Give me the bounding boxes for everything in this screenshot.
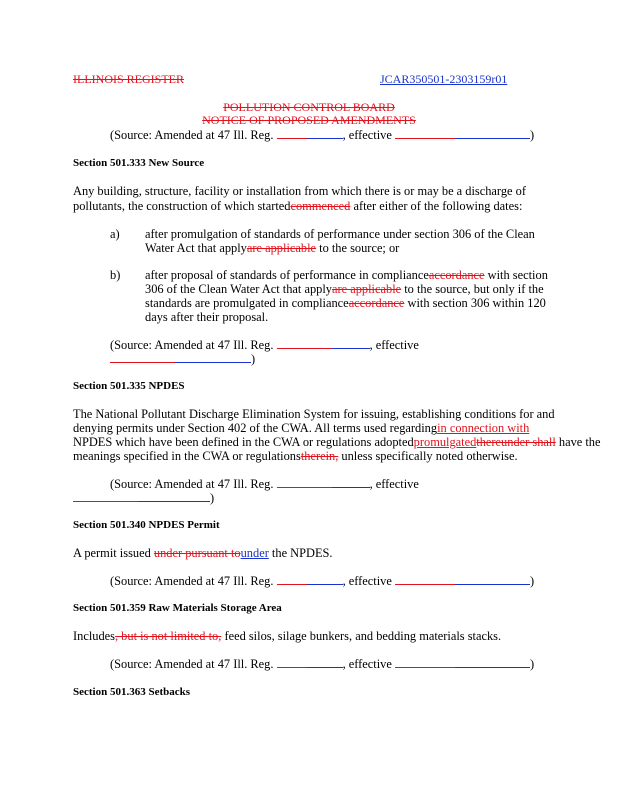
deleted-text: accordance xyxy=(348,296,405,310)
item-a-line: after promulgation of standards of performance under section 306 of the Clean xyxy=(145,227,535,241)
text: after proposal of standards of performance in compliance xyxy=(145,268,429,282)
blank-red xyxy=(395,128,455,139)
source-open: (Source: Amended at 47 xyxy=(110,128,231,142)
blank-red xyxy=(277,338,332,349)
source-effective: , effective xyxy=(369,338,419,352)
section-heading: Section 501.363 Setbacks xyxy=(73,686,191,698)
item-a-line xyxy=(145,241,399,256)
blank-blue xyxy=(332,338,370,349)
source-effective: , effective xyxy=(342,574,395,588)
item-b-line: days after their proposal. xyxy=(145,310,269,324)
source-reg: Ill. Reg. xyxy=(230,338,277,352)
paragraph-line xyxy=(73,421,529,436)
blank-blue xyxy=(455,657,530,668)
source-close: ) xyxy=(529,128,535,142)
deleted-text: therein, xyxy=(300,449,339,463)
inserted-text: in connection with xyxy=(437,421,530,435)
source-close: ) xyxy=(529,657,535,671)
paragraph-line xyxy=(73,546,333,561)
source-open: (Source: Amended at 47 xyxy=(110,574,231,588)
deleted-text: accordance xyxy=(428,268,485,282)
text: with section 306 within 120 xyxy=(404,296,546,310)
paragraph-line xyxy=(73,199,522,214)
blank-blue xyxy=(307,574,343,585)
text: denying permits under Section 402 of the CWA. All terms used regarding xyxy=(73,421,438,435)
deleted-text: , but is not limited to, xyxy=(114,629,222,643)
text: meanings specified in the CWA or regulations xyxy=(73,449,301,463)
blank-red xyxy=(110,352,175,363)
source-note xyxy=(110,574,534,589)
blank-red xyxy=(277,128,307,139)
source-note-cont xyxy=(110,352,255,367)
source-reg: Ill. Reg. xyxy=(230,657,277,671)
text: to the source, but only if the xyxy=(401,282,544,296)
blank-red xyxy=(277,477,332,488)
paragraph-line xyxy=(73,629,501,644)
blank-blue xyxy=(138,491,210,502)
blank-red xyxy=(73,491,138,502)
inserted-text: promulgated xyxy=(413,435,477,449)
paragraph-line: Any building, structure, facility or installation from which there is or may be a discharge of xyxy=(73,184,526,198)
blank-red xyxy=(395,657,455,668)
text: NPDES which have been defined in the CWA or regulations adopted xyxy=(73,435,414,449)
source-note xyxy=(110,477,419,492)
source-reg: Ill. Reg. xyxy=(230,574,277,588)
item-b-line xyxy=(145,268,548,283)
section-heading: Section 501.340 NPDES Permit xyxy=(73,519,220,531)
text: with section xyxy=(484,268,548,282)
item-label-b: b) xyxy=(110,268,121,282)
blank-red xyxy=(395,574,455,585)
deleted-text: thereunder shall xyxy=(476,435,556,449)
blank-blue xyxy=(332,477,370,488)
text: have the xyxy=(555,435,601,449)
paragraph-line xyxy=(73,449,518,464)
section-heading: Section 501.359 Raw Materials Storage Area xyxy=(73,602,282,614)
text: A permit issued xyxy=(73,546,154,560)
source-open: (Source: Amended at 47 xyxy=(110,477,231,491)
paragraph-line xyxy=(73,435,601,450)
source-note xyxy=(110,338,419,353)
source-effective: , effective xyxy=(342,657,395,671)
agency-name: POLLUTION CONTROL BOARD xyxy=(223,100,395,114)
item-b-line xyxy=(145,282,544,297)
source-reg: Ill. Reg. xyxy=(230,477,277,491)
jcar-code-prefix: JCAR350501-2303159 xyxy=(380,72,492,86)
jcar-code-suffix: r01 xyxy=(491,72,508,86)
blank-red xyxy=(277,657,307,668)
text: Water Act that apply xyxy=(145,241,247,255)
blank-blue xyxy=(307,128,343,139)
item-label-a: a) xyxy=(110,227,120,241)
source-close: ) xyxy=(529,574,535,588)
paragraph-line: The National Pollutant Discharge Elimination System for issuing, establishing conditions for and xyxy=(73,407,555,421)
deleted-text: are applicable xyxy=(246,241,317,255)
deleted-text: under pursuant to xyxy=(153,546,241,560)
source-close: ) xyxy=(251,352,256,366)
blank-blue xyxy=(455,128,530,139)
source-effective: , effective xyxy=(369,477,419,491)
text: unless specifically noted otherwise. xyxy=(338,449,518,463)
blank-red xyxy=(277,574,307,585)
jcar-code xyxy=(380,72,507,87)
register-title: ILLINOIS REGISTER xyxy=(73,72,184,86)
text: to the source; or xyxy=(316,241,400,255)
text: feed silos, silage bunkers, and bedding materials stacks. xyxy=(221,629,502,643)
blank-blue xyxy=(455,574,530,585)
item-b-line xyxy=(145,296,546,311)
text: the NPDES. xyxy=(268,546,333,560)
source-note xyxy=(110,657,534,672)
text: Includes xyxy=(73,629,115,643)
deleted-text: commenced xyxy=(290,199,351,213)
text: standards are promulgated in compliance xyxy=(145,296,349,310)
blank-blue xyxy=(307,657,343,668)
source-close: ) xyxy=(210,491,215,505)
inserted-text: under xyxy=(240,546,269,560)
source-effective: , effective xyxy=(342,128,395,142)
notice-title: NOTICE OF PROPOSED AMENDMENTS xyxy=(202,113,416,127)
source-note-cont xyxy=(73,491,214,506)
source-note xyxy=(110,128,534,143)
text: 306 of the Clean Water Act that apply xyxy=(145,282,332,296)
source-open: (Source: Amended at 47 xyxy=(110,657,231,671)
section-heading: Section 501.333 New Source xyxy=(73,157,205,169)
text: pollutants, the construction of which started xyxy=(73,199,291,213)
source-open: (Source: Amended at 47 xyxy=(110,338,231,352)
text: after either of the following dates: xyxy=(350,199,523,213)
source-reg: Ill. Reg. xyxy=(230,128,277,142)
blank-blue xyxy=(175,352,251,363)
deleted-text: are applicable xyxy=(332,282,402,296)
section-heading: Section 501.335 NPDES xyxy=(73,380,185,392)
